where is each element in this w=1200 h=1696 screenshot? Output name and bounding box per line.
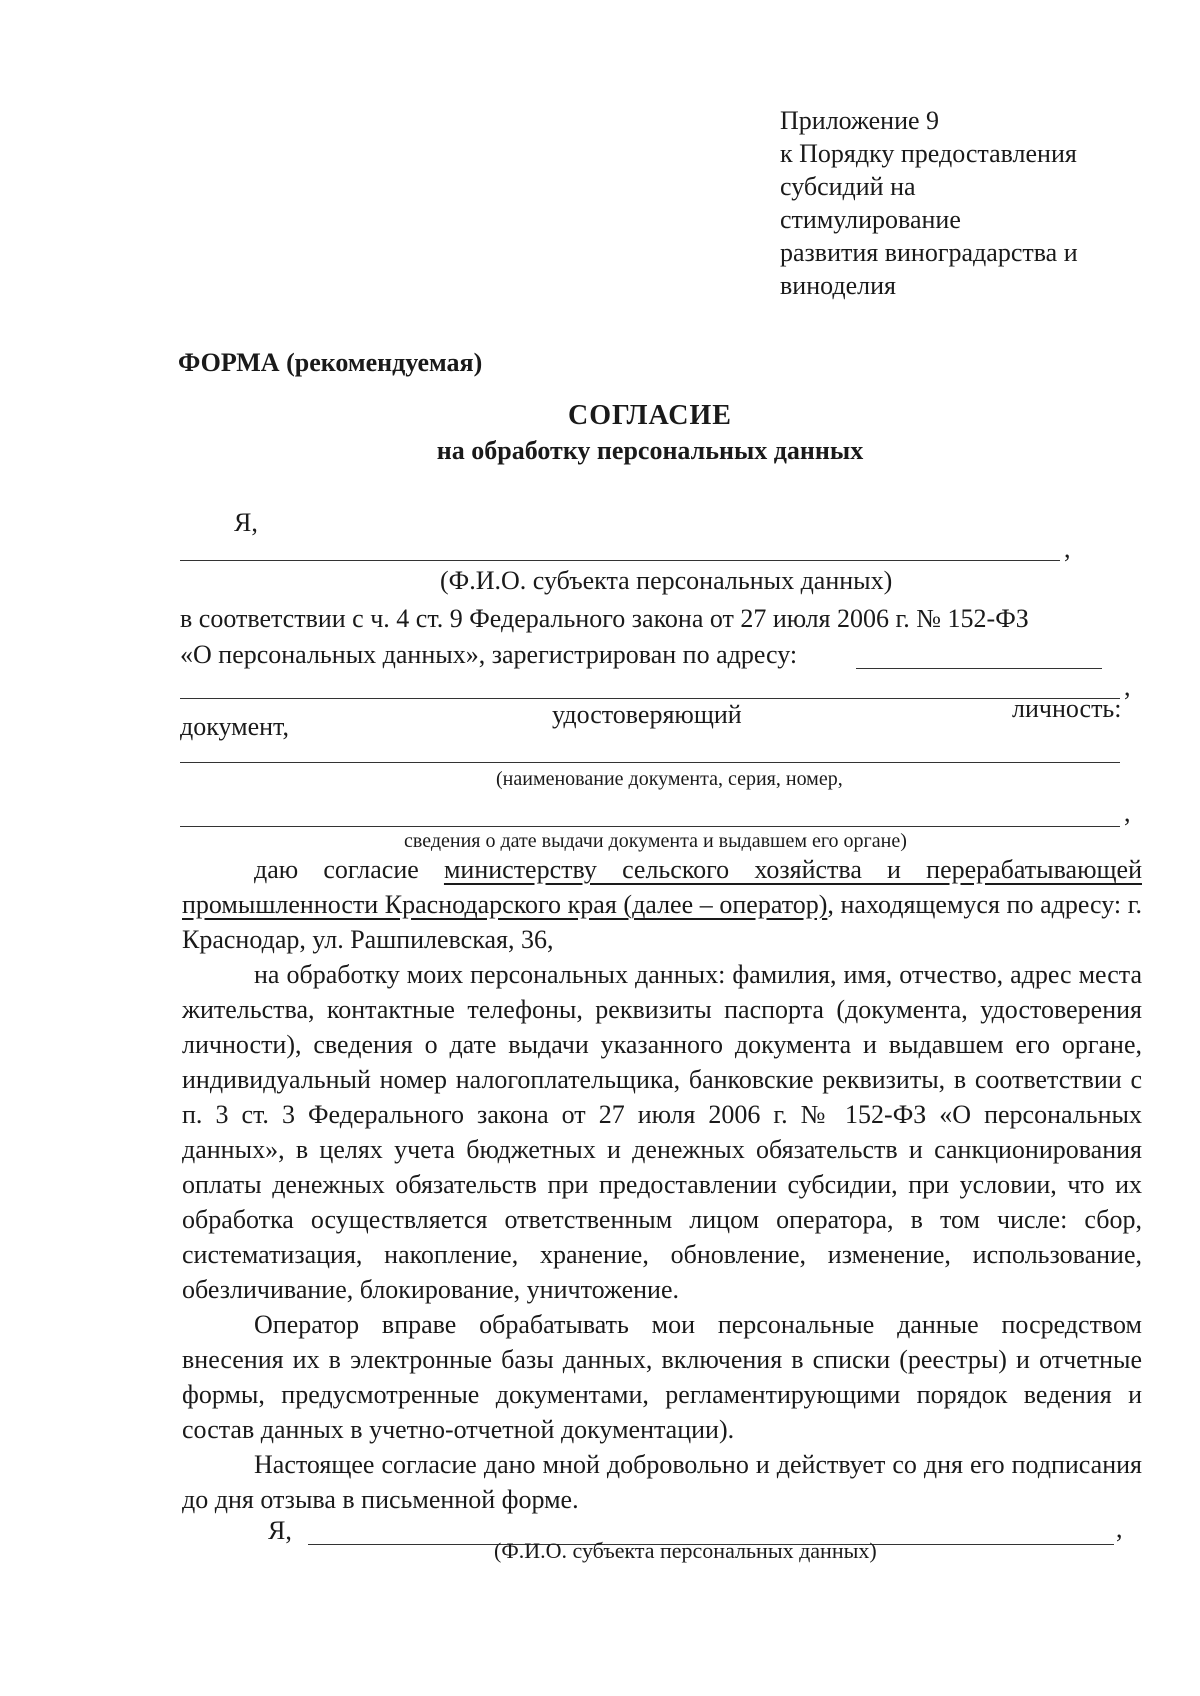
- form-label: ФОРМА (рекомендуемая): [178, 348, 483, 377]
- certifying-word: удостоверяющий: [552, 700, 742, 729]
- document-subtitle: на обработку персональных данных: [436, 436, 864, 465]
- operator-name: министерству сельского хозяйства и перерабатывающей промышленности Краснодарского края (далее – оператор): [182, 855, 1142, 919]
- document-word: документ,: [180, 712, 289, 741]
- fio-caption: (Ф.И.О. субъекта персональных данных): [440, 566, 893, 595]
- address-fill-line[interactable]: [856, 668, 1102, 669]
- law-reference-line: в соответствии с ч. 4 ст. 9 Федерального закона от 27 июля 2006 г. № 152-ФЗ: [180, 604, 1029, 633]
- comma: ,: [1064, 534, 1071, 563]
- fio-fill-line[interactable]: [180, 560, 1060, 561]
- consent-prefix: даю согласие: [254, 855, 444, 884]
- annex-line: виноделия: [780, 271, 896, 300]
- document-caption-2: сведения о дате выдачи документа и выдавшем его органе): [404, 830, 907, 852]
- consent-body: [182, 852, 1142, 1517]
- document-fill-line-2[interactable]: [180, 826, 1120, 827]
- body-paragraph: на обработку моих персональных данных: фамилия, имя, отчество, адрес места жительства, контактные телефоны, реквизиты паспорта (документа, удостоверения личности), сведения о дате выдачи указанного документа и выдавшем его органе, индивидуальный номер налогоплательщика, банковские реквизиты, в соответствии с п. 3 ст. 3 Федерального закона от 27 июля 2006 г. № 152-ФЗ «О персональных данных», в целях учета бюджетных и денежных обязательств и санкционирования оплаты денежных обязательств при предоставлении субсидии, при условии, что их обработка осуществляется ответственным лицом оператора, в том числе: сбор, систематизация, накопление, хранение, обновление, изменение, использование, обезличивание, блокирование, уничтожение.: [182, 960, 1142, 1304]
- address-fill-line-2[interactable]: [180, 698, 1120, 699]
- annex-block: [780, 104, 1078, 302]
- document-title: СОГЛАСИЕ: [568, 400, 732, 431]
- document-fill-line[interactable]: [180, 762, 1120, 763]
- ya-label-bottom: Я,: [268, 1516, 292, 1545]
- comma: ,: [1116, 1514, 1123, 1543]
- body-paragraph: Настоящее согласие дано мной добровольно и действует со дня его подписания до дня отзыва в письменной форме.: [182, 1450, 1142, 1514]
- comma: ,: [1124, 672, 1131, 701]
- consent-suffix: , находящемуся по адресу: г. Краснодар, ул. Рашпилевская, 36,: [182, 890, 1142, 954]
- ya-label: Я,: [234, 508, 258, 537]
- comma: ,: [1124, 798, 1131, 827]
- annex-line: субсидий на: [780, 172, 916, 201]
- registered-label: «О персональных данных», зарегистрирован по адресу:: [180, 640, 798, 669]
- identity-word: личность:: [1012, 694, 1122, 723]
- body-paragraph: Оператор вправе обрабатывать мои персональные данные посредством внесения их в электронные базы данных, включения в списки (реестры) и отчетные формы, предусмотренные документами, регламентирующими порядок ведения и состав данных в учетно-отчетной документации).: [182, 1310, 1142, 1444]
- document-caption: (наименование документа, серия, номер,: [496, 768, 843, 790]
- signature-fio-caption: (Ф.И.О. субъекта персональных данных): [494, 1538, 877, 1563]
- annex-line: Приложение 9: [780, 106, 940, 135]
- annex-line: к Порядку предоставления: [780, 139, 1077, 168]
- consent-paragraph: [182, 852, 1142, 957]
- annex-line: стимулирование: [780, 205, 961, 234]
- annex-line: развития виноградарства и: [780, 238, 1078, 267]
